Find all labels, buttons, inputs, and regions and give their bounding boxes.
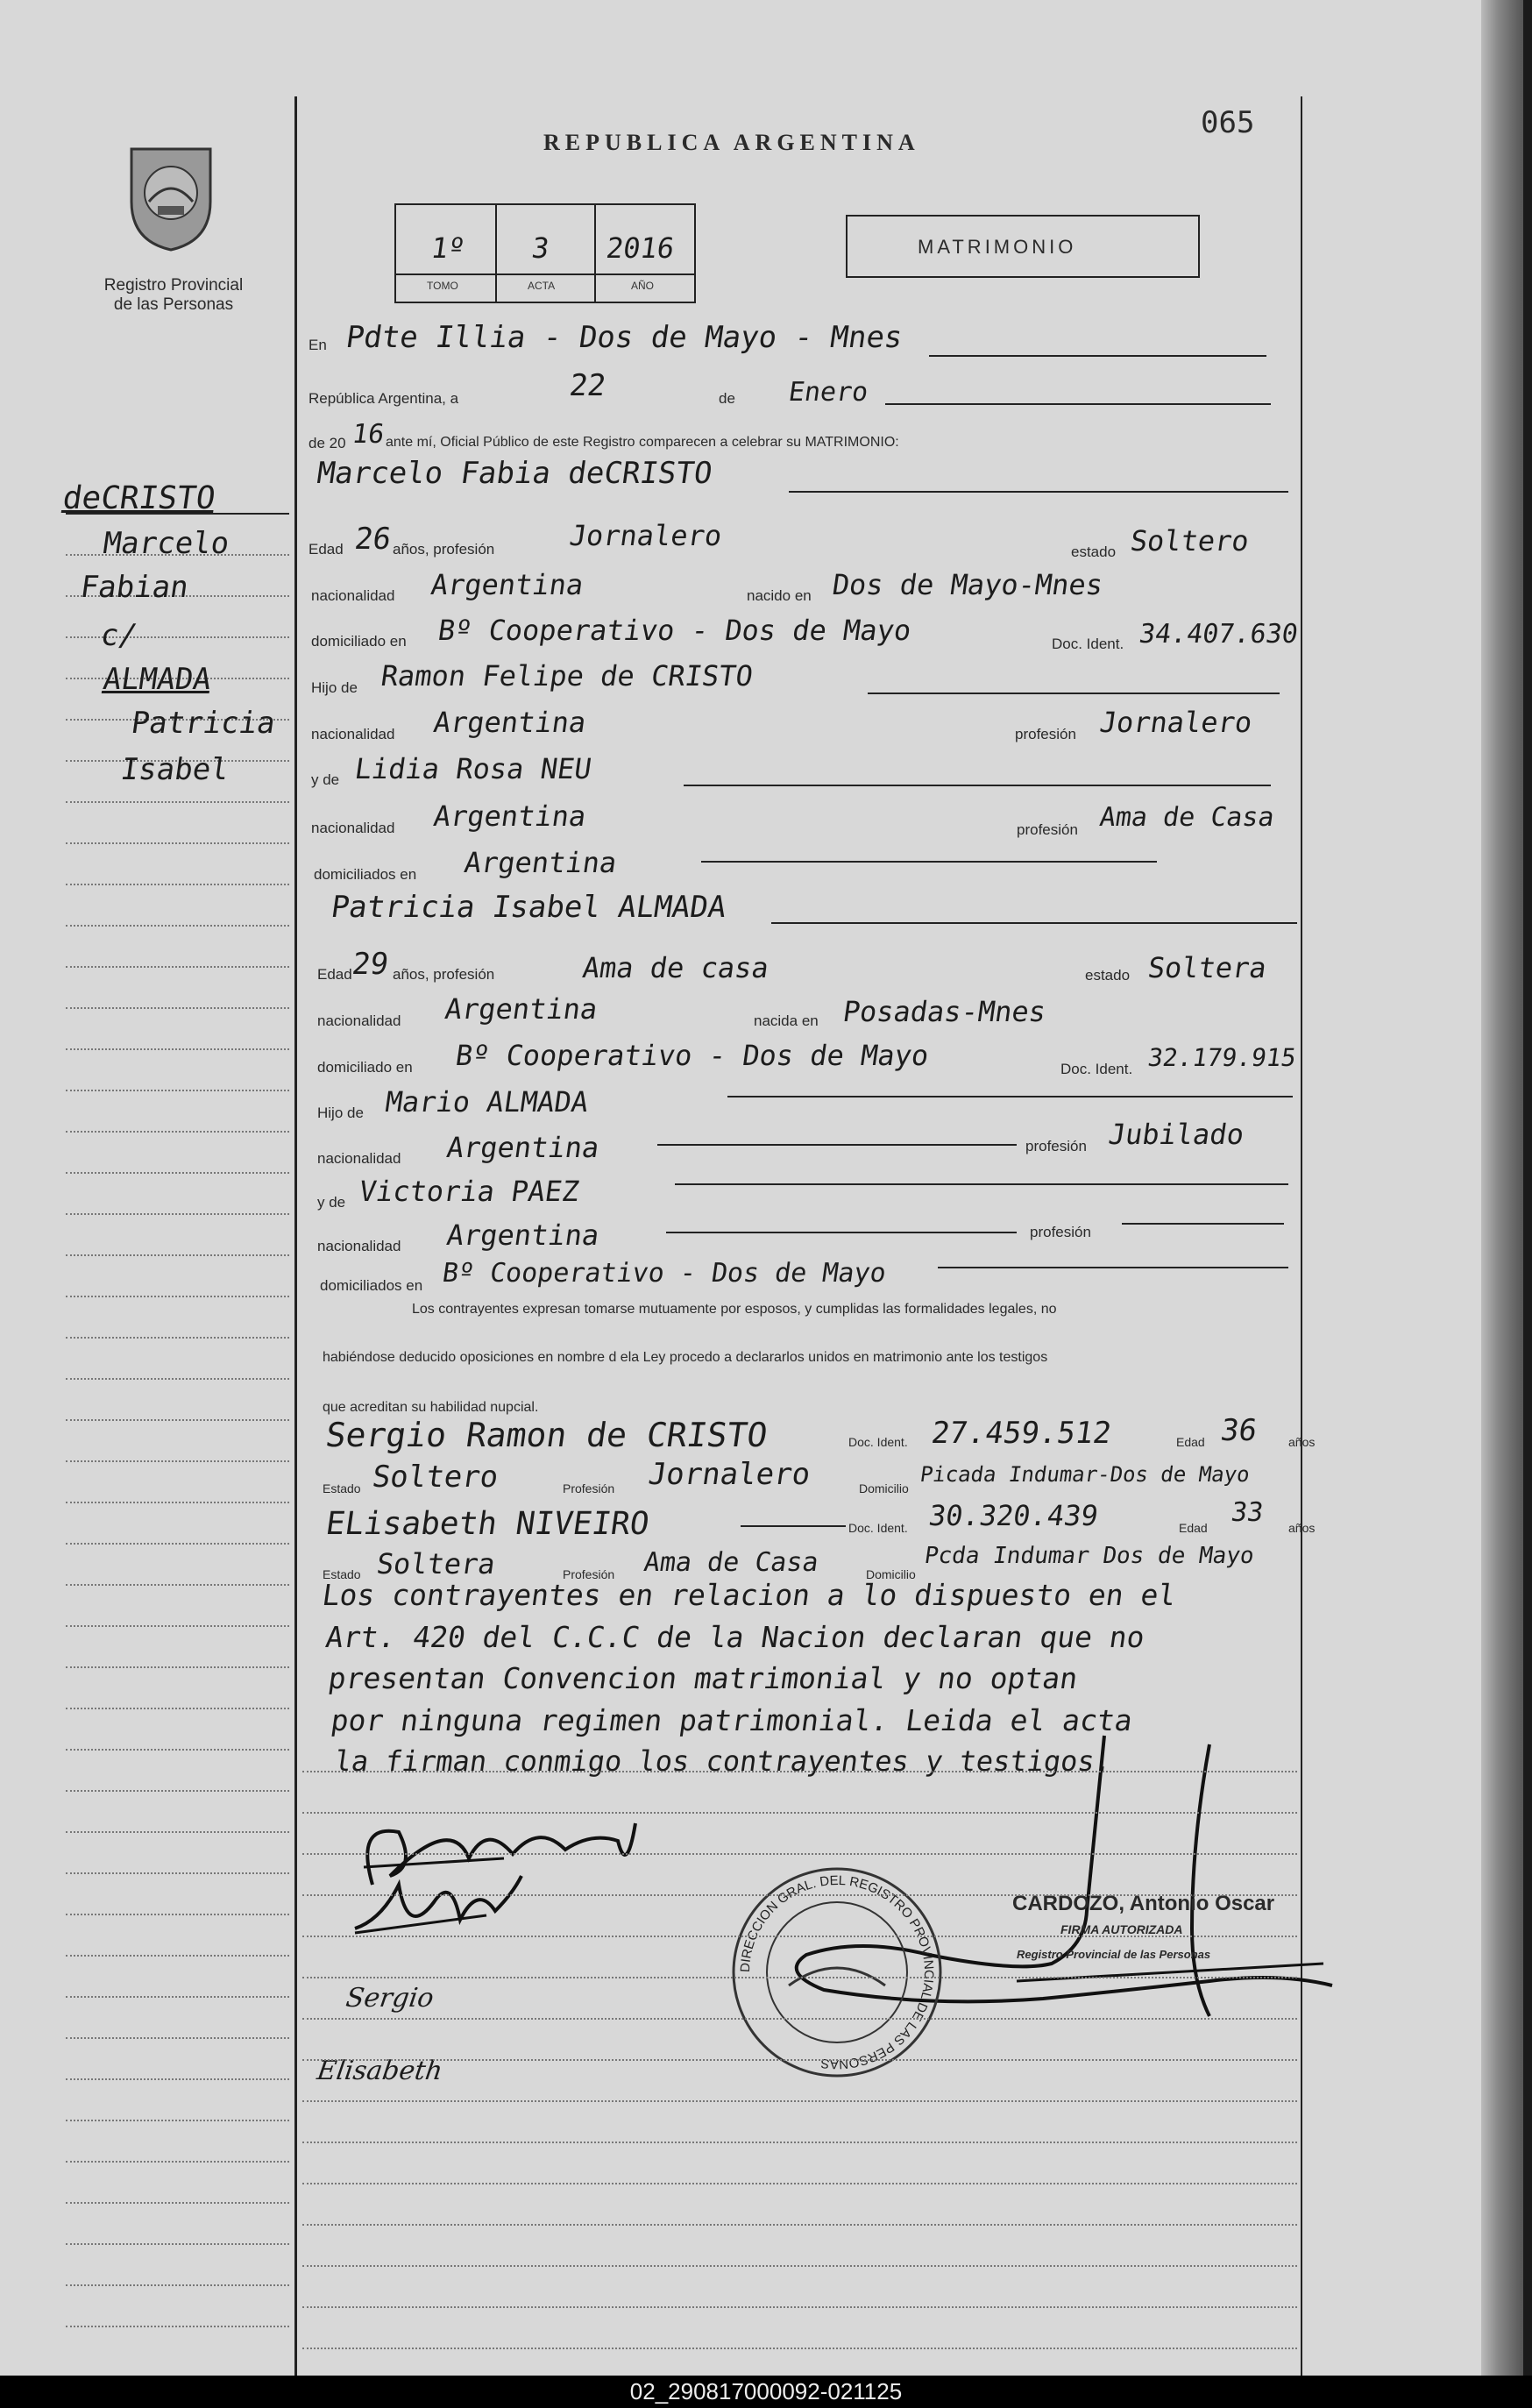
- bride-mother-prof-label: profesión: [1030, 1224, 1091, 1240]
- bride-mother-nac-label: nacionalidad: [317, 1238, 401, 1254]
- witness1-name: Sergio Ramon de CRISTO: [323, 1416, 770, 1454]
- intro-statement: ante mí, Oficial Público de este Registro comparecen a celebrar su MATRIMONIO:: [386, 435, 899, 450]
- groom-father-prof-label: profesión: [1015, 726, 1076, 742]
- groom-mother-profession: Ama de Casa: [1097, 802, 1277, 833]
- form-rule: [302, 2348, 1297, 2349]
- witness2-anios-label: años: [1288, 1521, 1316, 1535]
- margin-rule: [66, 636, 289, 638]
- legal-text-line1: Los contrayentes expresan tomarse mutuamente por esposos, y cumplidas las formalidades legales, no: [412, 1302, 1057, 1317]
- bride-doc-label: Doc. Ident.: [1060, 1061, 1133, 1077]
- legal-text-line2: habiéndose deducido oposiciones en nombre d ela Ley procedo a declararlos unidos en matrimonio ante los testigos: [323, 1350, 1048, 1365]
- witness1-address: Picada Indumar-Dos de Mayo: [918, 1462, 1252, 1487]
- bride-profesion-label: años, profesión: [393, 966, 495, 983]
- groom-edad-label: Edad: [309, 541, 344, 558]
- day-value: 22: [567, 368, 608, 403]
- margin-rule: [66, 2161, 289, 2163]
- margin-rule: [66, 1090, 289, 1091]
- groom-yde-label: y de: [311, 771, 340, 788]
- margin-rule: [66, 925, 289, 927]
- margin-rule: [66, 1996, 289, 1998]
- margin-connector: c/: [98, 618, 139, 653]
- witness1-estado: Soltero: [370, 1460, 501, 1495]
- act-type: MATRIMONIO: [918, 236, 1077, 258]
- groom-father-nationality: Argentina: [431, 706, 589, 739]
- bride-father: Mario ALMADA: [383, 1085, 591, 1119]
- margin-rule: [66, 1790, 289, 1792]
- signature-witness2: Elisabeth: [315, 2056, 445, 2086]
- witness1-estado-label: Estado: [323, 1481, 361, 1495]
- margin-name2a: Patricia: [129, 706, 278, 741]
- margin-rule: [66, 1460, 289, 1462]
- act-type-box: [846, 215, 1200, 278]
- margin-rule: [66, 2202, 289, 2204]
- bride-birthplace: Posadas-Mnes: [840, 995, 1048, 1028]
- bride-nac-label: nacionalidad: [317, 1012, 401, 1029]
- form-rule: [302, 2306, 1297, 2308]
- bride-full-name: Patricia Isabel ALMADA: [329, 890, 729, 925]
- country-title: REPUBLICA ARGENTINA: [543, 130, 920, 155]
- groom-birthplace: Dos de Mayo-Mnes: [830, 568, 1105, 601]
- witness2-edad-label: Edad: [1179, 1521, 1208, 1535]
- note-line-1: Los contrayentes en relacion a lo dispuesto en el: [320, 1578, 1179, 1612]
- registry-line-1: Registro Provincial: [103, 276, 244, 295]
- bride-age: 29: [350, 947, 391, 982]
- note-line-4: por ninguna regimen patrimonial. Leida el acta: [329, 1703, 1135, 1737]
- bride-doc: 32.179.915: [1145, 1043, 1298, 1072]
- anio-value: 2016: [604, 231, 677, 265]
- margin-rule: [66, 1502, 289, 1503]
- groom-age: 26: [352, 522, 394, 557]
- margin-rule: [66, 1584, 289, 1586]
- place-value: Pdte Illia - Dos de Mayo - Mnes: [344, 320, 905, 355]
- bride-nacida-label: nacida en: [754, 1012, 819, 1029]
- tomo-label: TOMO: [427, 280, 458, 292]
- groom-doc-label: Doc. Ident.: [1052, 636, 1124, 652]
- witness1-anios-label: años: [1288, 1435, 1316, 1449]
- groom-domicilio-label: domiciliado en: [311, 633, 407, 650]
- footer-id: 02_290817000092-021125: [0, 2376, 1532, 2408]
- province-crest-icon: [123, 140, 219, 254]
- margin-rule: [66, 2326, 289, 2327]
- bride-father-nac-label: nacionalidad: [317, 1150, 401, 1167]
- witness2-name: ELisabeth NIVEIRO: [323, 1506, 652, 1542]
- en-label: En: [309, 337, 327, 353]
- margin-rule: [66, 2243, 289, 2245]
- margin-rule: [66, 1872, 289, 1874]
- bride-edad-label: Edad: [317, 966, 352, 983]
- groom-doc: 34.407.630: [1137, 619, 1301, 650]
- round-seal-text: DIRECCION GRAL. DEL REGISTRO PROVINCIAL DE LAS PERSONAS: [737, 1872, 937, 2072]
- groom-estado-label: estado: [1071, 543, 1117, 560]
- witness2-doc: 30.320.439: [926, 1499, 1101, 1532]
- form-rule: [302, 2183, 1297, 2184]
- bride-father-profession: Jubilado: [1106, 1118, 1246, 1151]
- bride-father-nationality: Argentina: [444, 1131, 602, 1164]
- margin-name1a: Marcelo: [101, 526, 232, 561]
- margin-surname2: ALMADA: [101, 662, 214, 697]
- witness2-estado: Soltera: [374, 1547, 498, 1580]
- margin-name1b: Fabian: [78, 570, 191, 605]
- registry-name: [77, 276, 270, 315]
- witness2-profession: Ama de Casa: [642, 1547, 821, 1578]
- margin-surname1: deCRISTO: [60, 480, 218, 516]
- witness2-domicilio-label: Domicilio: [866, 1567, 916, 1581]
- witness1-doc: 27.459.512: [929, 1416, 1114, 1451]
- note-line-2: Art. 420 del C.C.C de la Nacion declaran que no: [323, 1620, 1147, 1654]
- official-name: CARDOZO, Antonio Oscar: [1012, 1892, 1275, 1915]
- form-rule: [302, 2142, 1297, 2143]
- bride-estado-label: estado: [1085, 967, 1131, 984]
- margin-rule: [66, 1625, 289, 1627]
- witness1-profesion-label: Profesión: [563, 1481, 615, 1495]
- margin-rule: [66, 842, 289, 844]
- form-rule: [302, 1936, 1297, 1937]
- bride-parents-address: Bº Cooperativo - Dos de Mayo: [440, 1258, 889, 1289]
- month-value: Enero: [786, 377, 870, 408]
- form-rule: [302, 1853, 1297, 1855]
- bride-profession: Ama de casa: [580, 951, 771, 984]
- margin-rule: [66, 1955, 289, 1957]
- bride-yde-label: y de: [317, 1194, 346, 1211]
- note-line-3: presentan Convencion matrimonial y no optan: [326, 1661, 1081, 1695]
- bride-domiciliados-label: domiciliados en: [320, 1277, 423, 1294]
- margin-rule: [66, 1254, 289, 1256]
- groom-nac-label: nacionalidad: [311, 587, 395, 604]
- signature-witness1: Sergio: [344, 1983, 436, 2014]
- groom-mother-nationality: Argentina: [431, 799, 589, 833]
- groom-profession: Jornalero: [567, 519, 725, 552]
- page-edge: [1481, 0, 1523, 2384]
- form-rule: [302, 1894, 1297, 1896]
- year-suffix: 16: [350, 419, 387, 450]
- margin-rule: [66, 966, 289, 968]
- groom-father-profession: Jornalero: [1097, 706, 1255, 739]
- witness1-doc-label: Doc. Ident.: [848, 1435, 908, 1449]
- margin-rule: [66, 801, 289, 803]
- form-rule: [302, 2224, 1297, 2226]
- form-rule: [302, 2100, 1297, 2102]
- legal-text-line3: que acreditan su habilidad nupcial.: [323, 1400, 539, 1415]
- acta-value: 3: [529, 231, 551, 265]
- margin-name2b: Isabel: [118, 752, 231, 787]
- margin-rule: [66, 1048, 289, 1050]
- witness2-doc-label: Doc. Ident.: [848, 1521, 908, 1535]
- margin-rule: [66, 1666, 289, 1668]
- anio-label: AÑO: [631, 280, 655, 292]
- margin-rule: [66, 1543, 289, 1545]
- witness2-profesion-label: Profesión: [563, 1567, 615, 1581]
- groom-mother: Lidia Rosa NEU: [352, 752, 594, 785]
- bride-nationality: Argentina: [443, 992, 600, 1026]
- witness2-age: 33: [1229, 1497, 1266, 1528]
- groom-nacido-label: nacido en: [747, 587, 812, 604]
- bride-hijo-label: Hijo de: [317, 1105, 364, 1121]
- bride-address: Bº Cooperativo - Dos de Mayo: [453, 1039, 932, 1072]
- margin-rule: [66, 1172, 289, 1174]
- witness1-domicilio-label: Domicilio: [859, 1481, 909, 1495]
- margin-rule: [66, 1749, 289, 1751]
- bride-domicilio-label: domiciliado en: [317, 1059, 413, 1076]
- margin-rule: [66, 1296, 289, 1297]
- republica-label: República Argentina, a: [309, 390, 459, 407]
- bride-mother-nationality: Argentina: [444, 1218, 602, 1252]
- form-rule: [302, 2059, 1297, 2061]
- tomo-value: 1º: [429, 231, 468, 265]
- groom-mother-prof-label: profesión: [1017, 821, 1078, 838]
- official-title: FIRMA AUTORIZADA: [1060, 1922, 1183, 1936]
- year-prefix: de 20: [309, 435, 346, 451]
- bride-father-prof-label: profesión: [1025, 1138, 1087, 1154]
- margin-rule: [66, 884, 289, 885]
- groom-hijo-label: Hijo de: [311, 679, 358, 696]
- form-rule: [302, 2018, 1297, 2020]
- margin-rule: [66, 1378, 289, 1380]
- form-rule: [302, 1977, 1297, 1978]
- margin-rule: [66, 2078, 289, 2080]
- groom-father-nac-label: nacionalidad: [311, 726, 395, 742]
- groom-father: Ramon Felipe de CRISTO: [379, 659, 755, 693]
- margin-rule: [66, 1337, 289, 1339]
- groom-nationality: Argentina: [429, 568, 586, 601]
- bride-estado: Soltera: [1145, 951, 1269, 984]
- groom-mother-nac-label: nacionalidad: [311, 820, 395, 836]
- groom-parents-address: Argentina: [462, 846, 620, 879]
- form-rule: [302, 2265, 1297, 2267]
- witness2-address: Pcda Indumar Dos de Mayo: [922, 1543, 1256, 1569]
- groom-estado: Soltero: [1128, 524, 1252, 558]
- margin-line: [294, 96, 297, 2376]
- witness2-estado-label: Estado: [323, 1567, 361, 1581]
- witness1-profession: Jornalero: [646, 1457, 813, 1492]
- groom-full-name: Marcelo Fabia deCRISTO: [315, 456, 715, 491]
- witness1-edad-label: Edad: [1176, 1435, 1205, 1449]
- margin-rule: [66, 1708, 289, 1709]
- bride-mother: Victoria PAEZ: [357, 1175, 582, 1208]
- registry-line-2: de las Personas: [113, 295, 234, 314]
- page-number: 065: [1201, 105, 1255, 140]
- form-rule: [302, 1771, 1297, 1772]
- signature-bride: [346, 1867, 539, 1946]
- note-line-5: la firman conmigo los contrayentes y testigos.: [332, 1744, 1114, 1778]
- margin-rule: [66, 2284, 289, 2286]
- groom-domiciliados-label: domiciliados en: [314, 866, 417, 883]
- margin-rule: [66, 1213, 289, 1215]
- form-rule: [302, 1812, 1297, 1814]
- groom-address: Bº Cooperativo - Dos de Mayo: [436, 614, 914, 647]
- margin-rule: [66, 2120, 289, 2121]
- de-label: de: [719, 390, 735, 407]
- acta-label: ACTA: [528, 280, 556, 292]
- margin-rule: [66, 2037, 289, 2039]
- witness1-age: 36: [1218, 1413, 1259, 1448]
- groom-profesion-label: años, profesión: [393, 541, 495, 558]
- margin-rule: [66, 1419, 289, 1421]
- margin-rule: [66, 1131, 289, 1133]
- record-box: [394, 203, 696, 303]
- margin-rule: [66, 1914, 289, 1915]
- margin-rule: [66, 1007, 289, 1009]
- official-office: Registro Provincial de las Personas: [1017, 1948, 1211, 1961]
- margin-rule: [66, 1831, 289, 1833]
